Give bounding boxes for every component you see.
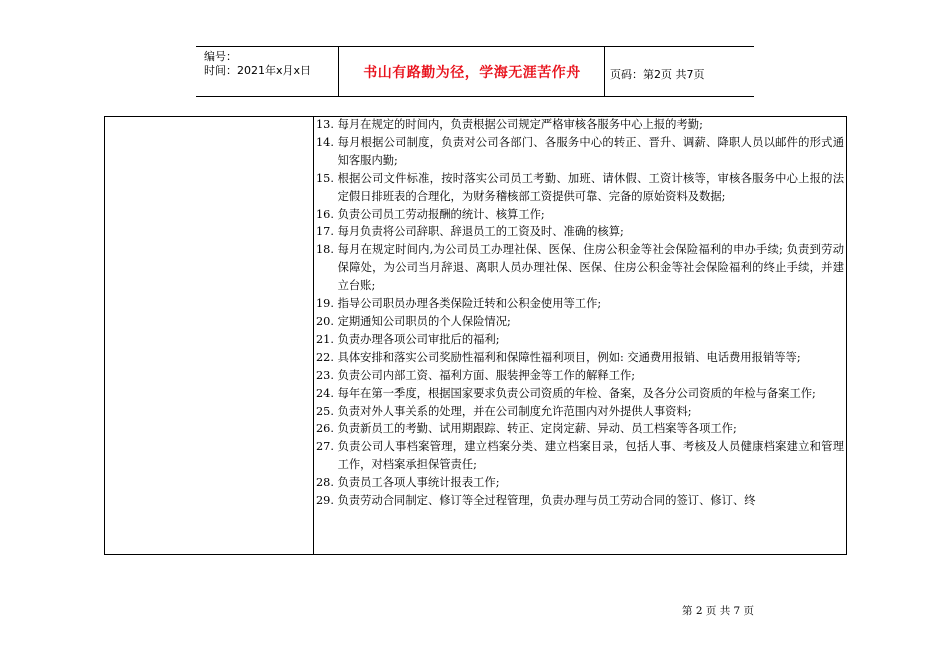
- list-item: [316, 403, 844, 421]
- item-text: 具体安排和落实公司奖励性福利和保障性福利项目，例如: 交通费用报销、电话费用报销等等;: [337, 350, 801, 364]
- list-item: [316, 331, 844, 349]
- list-item: [316, 474, 844, 492]
- list-item: [316, 438, 844, 474]
- list-item: [316, 349, 844, 367]
- doc-time-label: 时间：2021年x月x日: [204, 64, 312, 77]
- item-text: 定期通知公司职员的个人保险情况;: [337, 314, 511, 328]
- item-text: 负责对外人事关系的处理，并在公司制度允许范围内对外提供人事资料;: [337, 404, 692, 418]
- item-number: 18.: [316, 243, 338, 257]
- item-number: 15.: [316, 171, 338, 185]
- item-text: 负责公司人事档案管理，建立档案分类、建立档案目录，包括人事、考核及人员健康档案建立和管理工作，对档案承担保管责任;: [337, 440, 844, 472]
- item-number: 14.: [316, 135, 338, 149]
- doc-number-label: 编号：: [204, 50, 237, 63]
- item-number: 19.: [316, 297, 338, 311]
- item-number: 23.: [316, 368, 338, 382]
- list-item: [316, 367, 844, 385]
- item-number: 13.: [316, 118, 338, 131]
- page-footer: 第 2 页 共 7 页: [682, 605, 755, 617]
- list-item: [316, 206, 844, 224]
- list-item: [316, 492, 844, 510]
- list-item: [316, 313, 844, 331]
- item-text: 负责公司员工劳动报酬的统计、核算工作;: [337, 207, 545, 221]
- list-item: [316, 170, 844, 206]
- header-motto: 书山有路勤为径，学海无涯苦作舟: [363, 65, 581, 81]
- table-column-divider: [313, 116, 314, 555]
- item-number: 22.: [316, 350, 338, 364]
- item-number: 17.: [316, 225, 338, 239]
- header-meta: [204, 50, 334, 78]
- item-text: 负责新员工的考勤、试用期跟踪、转正、定岗定薪、异动、员工档案等各项工作;: [337, 422, 737, 436]
- list-item: [316, 241, 844, 295]
- item-text: 每年在第一季度，根据国家要求负责公司资质的年检、备案，及各分公司资质的年检与备案工作;: [337, 386, 816, 400]
- item-text: 每月负责将公司辞职、辞退员工的工资及时、准确的核算;: [337, 225, 624, 239]
- list-item: [316, 116, 844, 134]
- item-number: 21.: [316, 332, 338, 346]
- list-item: [316, 223, 844, 241]
- item-text: 根据公司文件标准，按时落实公司员工考勤、加班、请休假、工资计核等，审核各服务中心上报的法定假日排班表的合理化，为财务稽核部工资提供可靠、完备的原始资料及数据;: [337, 171, 844, 203]
- item-text: 每月在规定时间内,为公司员工办理社保、医保、住房公积金等社会保险福利的申办手续; 负责到劳动保障处，为公司当月辞退、离职人员办理社保、医保、住房公积金等社会保险福利的终止手续，并建立台账;: [337, 243, 844, 293]
- item-text: 负责劳动合同制定、修订等全过程管理，负责办理与员工劳动合同的签订、修订、终: [337, 494, 756, 508]
- list-item: [316, 420, 844, 438]
- item-text: 每月根据公司制度，负责对公司各部门、各服务中心的转正、晋升、调薪、降职人员以邮件的形式通知客服内勤;: [337, 135, 844, 167]
- header-top-rule: [196, 46, 754, 47]
- header-page-number: 页码：第2页 共7页: [610, 68, 705, 81]
- item-number: 20.: [316, 314, 338, 328]
- item-number: 27.: [316, 440, 338, 454]
- item-number: 25.: [316, 404, 338, 418]
- header-bottom-rule: [196, 96, 754, 97]
- item-text: 负责办理各项公司审批后的福利;: [337, 332, 500, 346]
- list-item: [316, 385, 844, 403]
- header-divider-right: [604, 46, 605, 96]
- item-text: 负责公司内部工资、福利方面、服装押金等工作的解释工作;: [337, 368, 636, 382]
- item-number: 26.: [316, 422, 338, 436]
- header-divider-left: [338, 46, 339, 96]
- list-item: [316, 295, 844, 313]
- list-item: [316, 134, 844, 170]
- item-text: 每月在规定的时间内，负责根据公司规定严格审核各服务中心上报的考勤;: [337, 118, 703, 131]
- item-text: 指导公司职员办理各类保险迁转和公积金使用等工作;: [337, 297, 602, 311]
- item-number: 24.: [316, 386, 338, 400]
- item-text: 负责员工各项人事统计报表工作;: [337, 476, 500, 490]
- item-number: 29.: [316, 494, 338, 508]
- item-number: 16.: [316, 207, 338, 221]
- item-number: 28.: [316, 476, 338, 490]
- duties-list: [316, 116, 844, 555]
